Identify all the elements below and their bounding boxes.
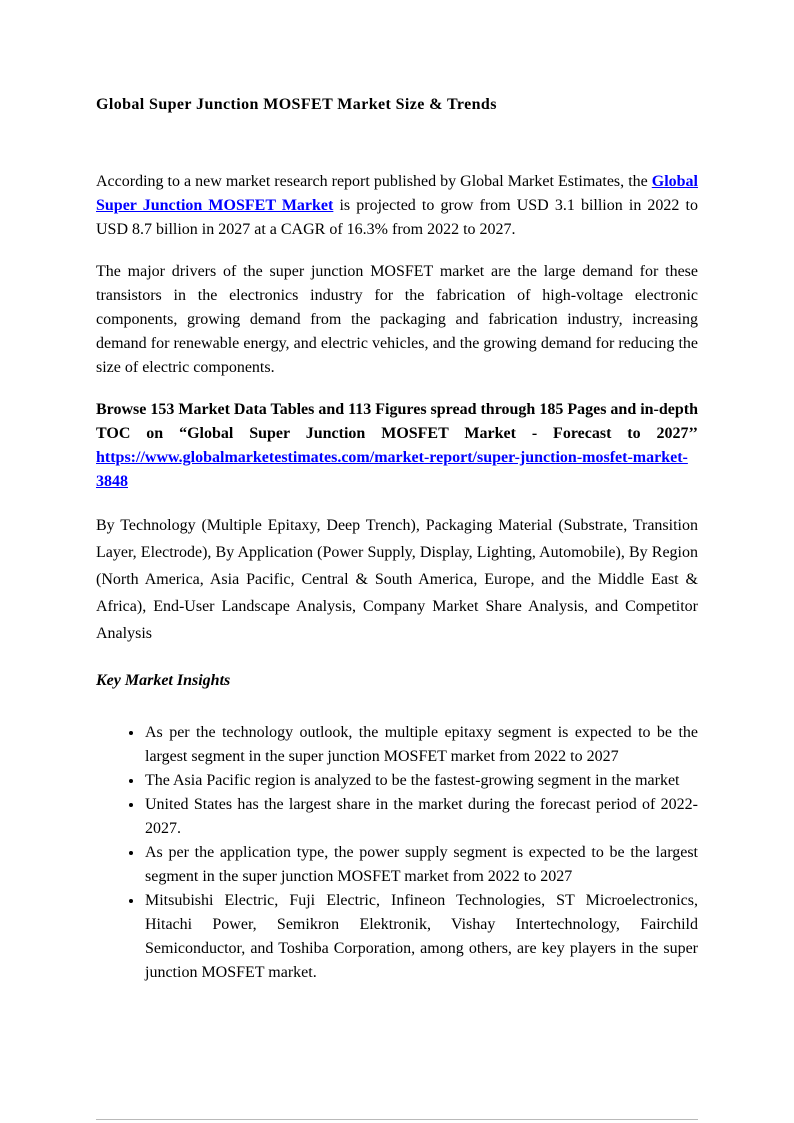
market-report-link[interactable]: Global Super Junction MOSFET Market xyxy=(96,173,698,214)
insights-list xyxy=(96,721,698,985)
intro-text-after-link: is projected to grow from USD 3.1 billion in 2022 to USD 8.7 billion in 2027 at a CAGR of 16.3% from 2022 to 2027. xyxy=(96,197,699,238)
list-item: • The Asia Pacific region is analyzed to be the fastest-growing segment in the market xyxy=(144,769,698,793)
paragraph-drivers: The major drivers of the super junction MOSFET market are the large demand for these transistors in the electronics industry for the fabrication of high-voltage electronic components, growing demand from the packaging and fabrication industry, increasing demand for renewable energy, and electric vehicles, and the growing demand for reducing the size of electric components. xyxy=(96,263,698,376)
intro-text-before-link: According to a new market research report published by Global Market Estimates, the xyxy=(96,173,652,190)
key-market-insights-heading: Key Market Insights xyxy=(96,672,231,689)
paragraph-intro xyxy=(96,170,698,242)
list-item: • As per the application type, the power supply segment is expected to be the largest segment in the super junction MOSFET market from 2022 to 2027 xyxy=(144,841,698,889)
paragraph-segmentation: By Technology (Multiple Epitaxy, Deep Trench), Packaging Material (Substrate, Transition Layer, Electrode), By Application (Power Supply, Display, Lighting, Automobile), By Region (North America, Asia Pacific, Central & South America, Europe, and the Middle East & Africa), End-User Landscape Analysis, Company Market Share Analysis, and Competitor Analysis xyxy=(96,517,698,642)
list-item: • Mitsubishi Electric, Fuji Electric, Infineon Technologies, ST Microelectronics, Hitachi Power, Semikron Elektronik, Vishay Intertechnology, Fairchild Semiconductor, and Toshiba Corporation, among others, are key players in the super junction MOSFET market. xyxy=(144,889,698,985)
document-title: Global Super Junction MOSFET Market Size & Trends xyxy=(96,96,497,113)
paragraph-browse xyxy=(96,398,698,494)
page-bottom-edge xyxy=(96,1119,698,1120)
report-url-link[interactable]: https://www.globalmarketestimates.com/market-report/super-junction-mosfet-market-3848 xyxy=(96,449,688,490)
list-item: • United States has the largest share in the market during the forecast period of 2022-2027. xyxy=(144,793,698,841)
list-item: • As per the technology outlook, the multiple epitaxy segment is expected to be the largest segment in the super junction MOSFET market from 2022 to 2027 xyxy=(144,721,698,769)
browse-bold-text: Browse 153 Market Data Tables and 113 Figures spread through 185 Pages and in-depth TOC on “Global Super Junction MOSFET Market - Forecast to 2027’’ xyxy=(96,401,699,442)
